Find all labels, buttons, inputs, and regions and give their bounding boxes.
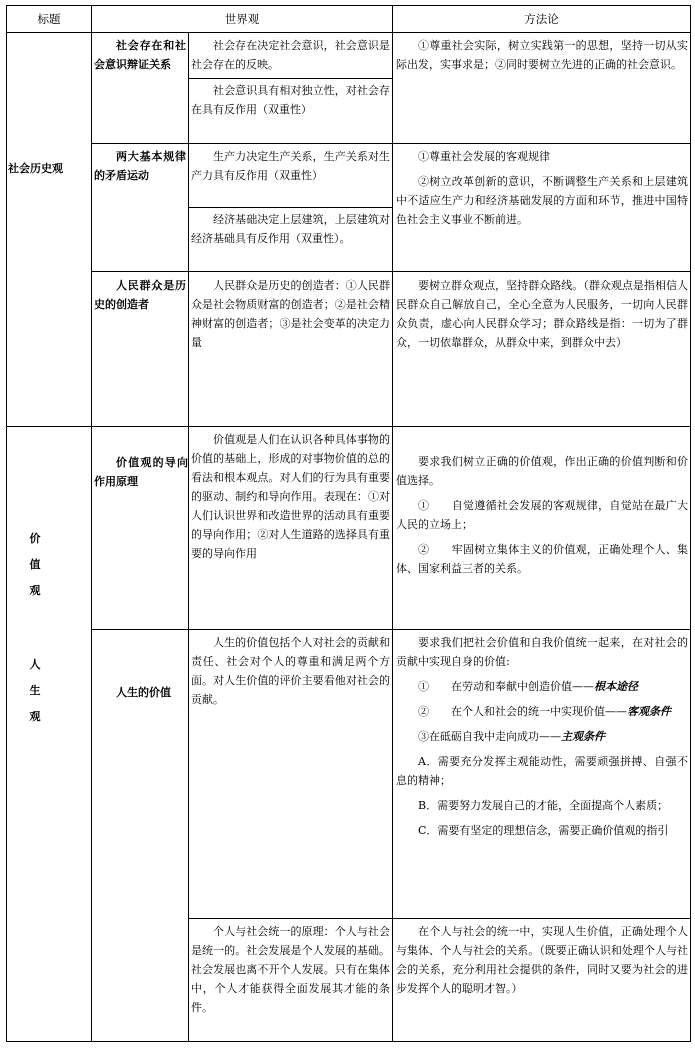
method-individual-society: 在个人与社会的统一中，实现人生价值，正确处理个人与集体、个人与社会的关系。（既要正确认识和处理个人与社会的关系，充分利用社会提供的条件，同时又要为社会的进步发挥个人的聪明才智。） [396,925,688,995]
method-social-existence: ①尊重社会实际，树立实践第一的思想，坚持一切从实际出发，实事求是；②同时要树立先进的正确的社会意识。 [396,39,688,71]
method-two-laws: ①尊重社会发展的客观规律 ②树立改革创新的意识，不断调整生产关系和上层建筑中不适应生产力和经济基础发展的方面和环节，推进中国特色社会主义事业不断前进。 [396,150,688,226]
world-values-orientation: 价值观是人们在认识各种具体事物的价值的基础上，形成的对事物价值的总的看法和根本观点。对人们的行为具有重要的驱动、制约和导向作用。表现在：①对人们认识世界和改造世界的活动具有重要的导向作用；②对人生道路的选择具有重要的导向作用 [191,433,390,560]
world-two-laws-1: 生产力决定生产关系，生产关系对生产力具有反作用（双重性） [191,150,390,182]
topic-social-existence [94,36,186,136]
method-item-1: ① 在劳动和奉献中创造价值——根本途径 [418,680,638,693]
world-life-value: 人生的价值包括个人对社会的贡献和责任、社会对个人的尊重和满足两个方面。对人生价值的评价主要看他对社会的贡献。 [191,636,390,706]
world-masses: 人民群众是历史的创造者：①人民群众是社会物质财富的创造者；②是社会精神财富的创造者；③是社会变革的决定力量 [191,279,390,349]
section-title-values: 价 值 观 [29,532,41,597]
method-masses: 要树立群众观点，坚持群众路线。（群众观点是指相信人民群众自己解放自己，全心全意为人民服务，一切向人民群众负责，虚心向人民群众学习；群众路线是指：一切为了群众，一切依靠群众，从群众中来，到群众中去） [396,279,688,349]
world-individual-society: 个人与社会统一的原理：个人与社会是统一的。社会发展是个人发展的基础。社会发展也离不开个人发展。只有在集体中，个人才能获得全面发展其才能的条件。 [191,925,390,1014]
topic-masses: 人民群众是历史的创造者 [94,279,186,311]
topic-life-value: 人生的价值 [116,686,171,699]
topic-two-laws: 两大基本规律的矛盾运动 [94,150,186,182]
world-two-laws-2: 经济基础决定上层建筑，上层建筑对经济基础具有反作用（双重性）。 [191,213,390,245]
method-values-orientation: 要求我们树立正确的价值观，作出正确的价值判断和价值选择。 ① 自觉遵循社会发展的客观规律，自觉站在最广大人民的立场上； ② 牢固树立集体主义的价值观，正确处理个人、集体、国家利益三者的关系。 [396,455,688,575]
method-life-value: 要求我们把社会价值和自我价值统一起来，在对社会的贡献中实现自身的价值: ① 在劳动和奉献中创造价值——根本途径 ② 在个人和社会的统一中实现价值——客观条件 ③在砥砺自我中走向成功——主观条件 A．需要充分发挥主观能动性，需要顽强拼搏、自强不息的精神； B．需要努力发展自己的才能，全面提高个人素质； C．需要有坚定的理想信念，需要正确价值观的指引 [396,636,688,837]
method-item-2: ② 在个人和社会的统一中实现价值——客观条件 [418,705,671,718]
header-worldview: 世界观 [224,11,260,26]
section-title-life: 人 生 观 [29,658,41,723]
world-social-existence-2: 社会意识具有相对独立性，对社会存在具有反作用（双重性） [191,84,390,116]
section-title-social-history: 社会历史观 [8,162,63,175]
topic-values-orientation: 价值观的导向作用原理 [94,456,188,488]
topic-text: 社会存在和社会意识辩证关系 [94,39,186,71]
header-methodology: 方法论 [524,11,559,26]
method-item-3: ③在砥砺自我中走向成功——主观条件 [418,730,605,743]
world-social-existence-1: 社会存在决定社会意识，社会意识是社会存在的反映。 [191,39,390,71]
header-title: 标题 [37,11,61,26]
